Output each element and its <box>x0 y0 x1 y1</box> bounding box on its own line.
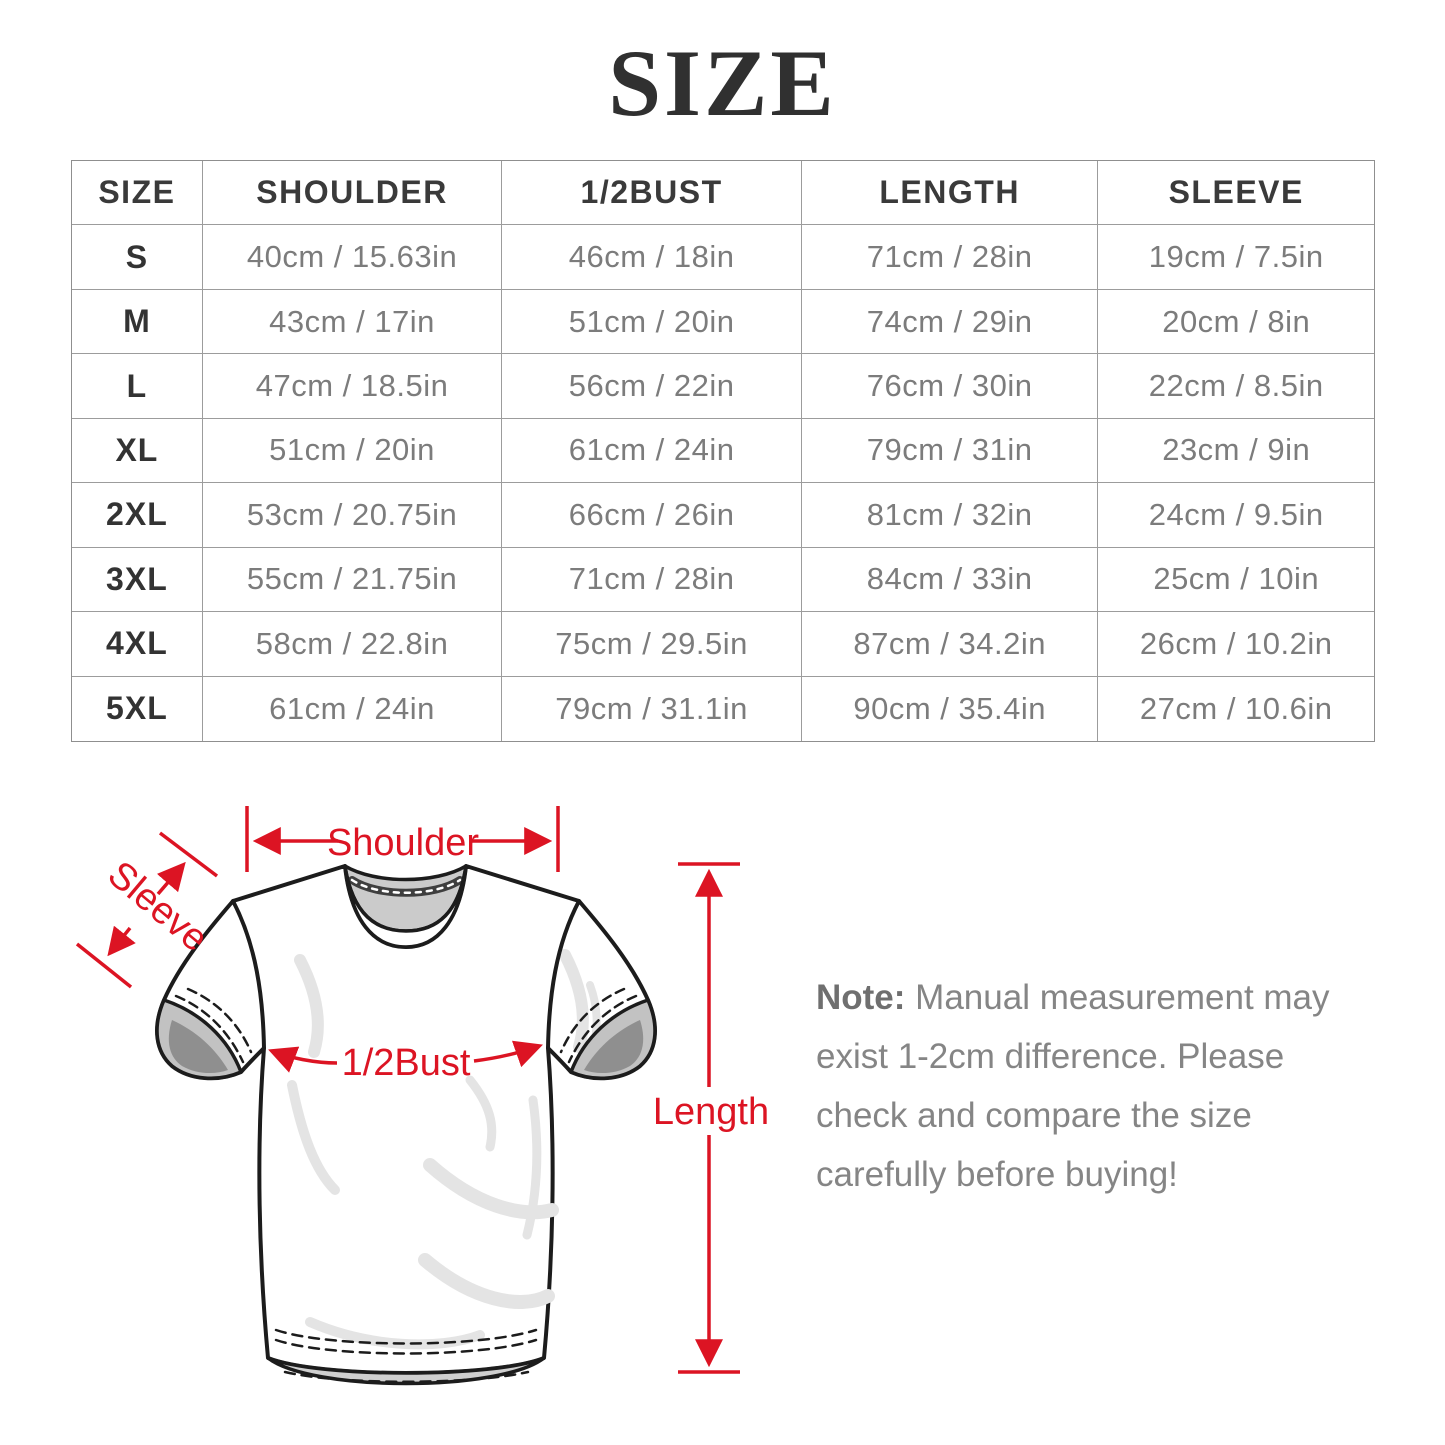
row-value: 79cm / 31in <box>802 419 1099 483</box>
row-value: 81cm / 32in <box>802 483 1099 547</box>
row-value: 61cm / 24in <box>502 419 802 483</box>
row-value: 79cm / 31.1in <box>502 677 802 741</box>
header-shoulder: SHOULDER <box>203 161 503 225</box>
row-size: S <box>72 225 203 289</box>
sleeve-tick-top <box>160 833 217 876</box>
note-line: check and compare the size <box>816 1096 1252 1135</box>
row-value: 40cm / 15.63in <box>203 225 503 289</box>
row-value: 71cm / 28in <box>802 225 1099 289</box>
row-value: 74cm / 29in <box>802 290 1099 354</box>
row-size: 3XL <box>72 548 203 612</box>
row-value: 76cm / 30in <box>802 354 1099 418</box>
note-line <box>816 968 1376 1027</box>
row-value: 71cm / 28in <box>502 548 802 612</box>
row-value: 19cm / 7.5in <box>1098 225 1374 289</box>
row-value: 51cm / 20in <box>502 290 802 354</box>
row-value: 53cm / 20.75in <box>203 483 503 547</box>
row-size: 4XL <box>72 612 203 676</box>
sleeve-label: Sleeve <box>99 853 216 961</box>
header-size: SIZE <box>72 161 203 225</box>
row-size: XL <box>72 419 203 483</box>
header-bust: 1/2BUST <box>502 161 802 225</box>
sleeve-arrow-down <box>110 928 130 953</box>
row-value: 20cm / 8in <box>1098 290 1374 354</box>
tshirt-drawing <box>157 866 655 1384</box>
row-value: 47cm / 18.5in <box>203 354 503 418</box>
row-value: 23cm / 9in <box>1098 419 1374 483</box>
row-value: 56cm / 22in <box>502 354 802 418</box>
row-size: 2XL <box>72 483 203 547</box>
row-value: 26cm / 10.2in <box>1098 612 1374 676</box>
sleeve-tick-bottom <box>77 944 131 987</box>
row-value: 46cm / 18in <box>502 225 802 289</box>
header-sleeve: SLEEVE <box>1098 161 1374 225</box>
row-value: 27cm / 10.6in <box>1139 690 1333 726</box>
length-label: Length <box>652 1091 770 1133</box>
row-value: 87cm / 34.2in <box>802 612 1099 676</box>
row-value: 25cm / 10in <box>1098 548 1374 612</box>
tshirt-measurement-diagram <box>0 780 800 1445</box>
row-value: 55cm / 21.75in <box>203 548 503 612</box>
size-table <box>71 160 1375 742</box>
row-value: 43cm / 17in <box>203 290 503 354</box>
header-length: LENGTH <box>802 161 1099 225</box>
note-prefix: Note: <box>816 978 906 1017</box>
note-line: exist 1-2cm difference. Please <box>816 1037 1285 1076</box>
note-text: Manual measurement may <box>915 978 1330 1017</box>
row-value: 22cm / 8.5in <box>1098 354 1374 418</box>
row-size: L <box>72 354 203 418</box>
measurement-note <box>816 968 1376 1204</box>
row-value: 24cm / 9.5in <box>1098 483 1374 547</box>
row-value: 75cm / 29.5in <box>502 612 802 676</box>
row-value: 66cm / 26in <box>502 483 802 547</box>
row-value: 58cm / 22.8in <box>203 612 503 676</box>
row-value: 84cm / 33in <box>802 548 1099 612</box>
row-value: 90cm / 35.4in <box>802 677 1099 741</box>
bust-label: 1/2Bust <box>341 1042 471 1084</box>
row-size: 5XL <box>72 677 203 741</box>
page-title: SIZE <box>608 30 837 136</box>
shoulder-label: Shoulder <box>326 822 480 864</box>
row-size: M <box>72 290 203 354</box>
row-value: 51cm / 20in <box>203 419 503 483</box>
row-value: 61cm / 24in <box>203 677 503 741</box>
note-line: carefully before buying! <box>816 1155 1178 1194</box>
